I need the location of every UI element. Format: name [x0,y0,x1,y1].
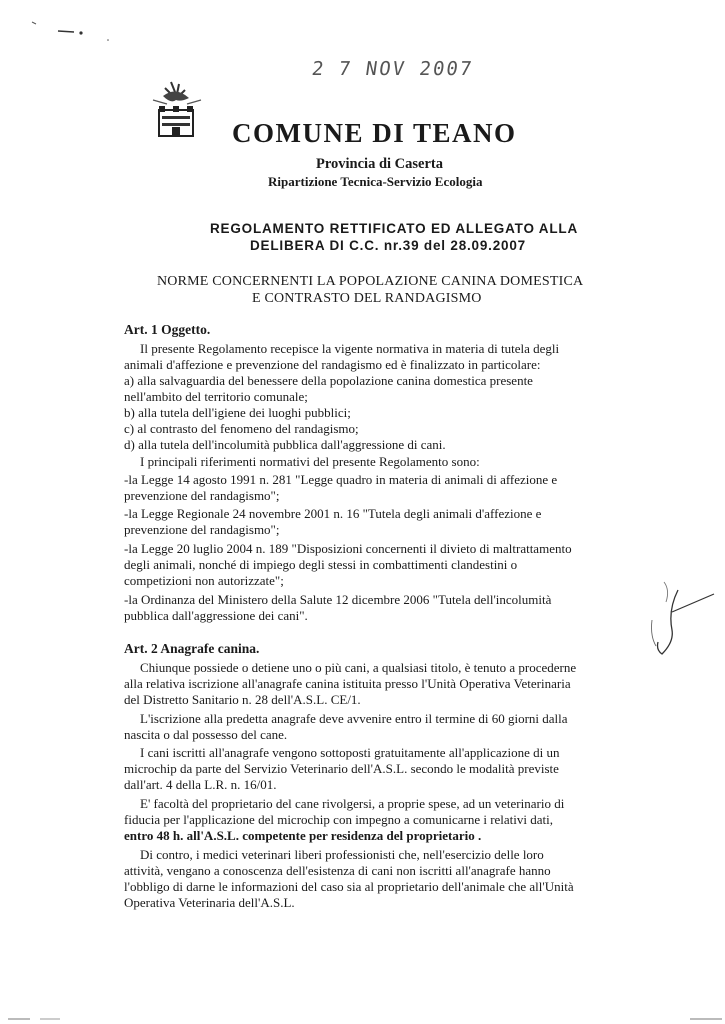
article-1-line: animali d'affezione e prevenzione del randagismo ed è finalizzato in particolare: [124,357,541,372]
article-1-line: d) alla tutela dell'incolumità pubblica dall'aggressione di cani. [124,437,446,452]
article-2-line: L'iscrizione alla predetta anagrafe deve avvenire entro il termine di 60 giorni dalla [140,711,568,726]
article-1-line: Il presente Regolamento recepisce la vigente normativa in materia di tutela degli [140,341,560,356]
article-1-line: degli animali, nonché di impiego degli stessi in combattimenti clandestini o [124,557,518,572]
province-subtitle: Provincia di Caserta [316,156,443,172]
article-1-line: b) alla tutela dell'igiene dei luoghi pubblici; [124,405,351,420]
article-1-line: -la Legge 20 luglio 2004 n. 189 "Disposizioni concernenti il divieto di maltrattamento [124,541,572,556]
regulation-line-2: DELIBERA DI C.C. nr.39 del 28.09.2007 [250,238,526,253]
scan-bottom-marks [0,1010,725,1024]
regulation-line-1: REGOLAMENTO RETTIFICATO ED ALLEGATO ALLA [210,221,578,236]
handwritten-margin-mark [648,580,718,670]
article-1-line: prevenzione del randagismo"; [124,488,280,503]
article-1-line: competizioni non autorizzate"; [124,573,284,588]
article-1-heading: Art. 1 Oggetto. [124,322,211,337]
article-1-line: a) alla salvaguardia del benessere della popolazione canina domestica presente [124,373,533,388]
article-1-line: I principali riferimenti normativi del presente Regolamento sono: [140,454,480,469]
article-2-line: alla relativa iscrizione all'anagrafe canina istituita presso l'Unità Operativa Veterinaria [124,676,571,691]
article-2-line: nascita o dal possesso del cane. [124,727,288,742]
article-2-line: Operativa Veterinaria dell'A.S.L. [124,895,295,910]
article-2-line: E' facoltà del proprietario del cane rivolgersi, a proprie spese, ad un veterinario di [140,796,565,811]
article-2-line: fiducia per l'applicazione del microchip con impegno a comunicarne i relativi dati, [124,812,554,827]
article-1-line: prevenzione del randagismo"; [124,522,280,537]
article-1-line: -la Legge Regionale 24 novembre 2001 n. 16 "Tutela degli animali d'affezione e [124,506,542,521]
article-2-line: microchip da parte del Servizio Veterinario dell'A.S.L. secondo le modalità previste [124,761,559,776]
article-1-line: -la Legge 14 agosto 1991 n. 281 "Legge quadro in materia di animali di affezione e [124,472,558,487]
municipal-crest-icon [145,78,207,140]
scan-corner-mark [28,18,128,48]
document-heading-line-2: E CONTRASTO DEL RANDAGISMO [252,291,482,306]
municipality-title: COMUNE DI TEANO [232,118,517,148]
article-2-line: attività, vengano a conoscenza dell'esistenza di cani non iscritti all'anagrafe hanno [124,863,551,878]
article-1-line: -la Ordinanza del Ministero della Salute 12 dicembre 2006 "Tutela dell'incolumità [124,592,552,607]
article-2-line: I cani iscritti all'anagrafe vengono sottoposti gratuitamente all'applicazione di un [140,745,560,760]
article-2-heading: Art. 2 Anagrafe canina. [124,641,260,656]
article-1-line: c) al contrasto del fenomeno del randagismo; [124,421,359,436]
document-heading-line-1: NORME CONCERNENTI LA POPOLAZIONE CANINA DOMESTICA [157,274,584,289]
department-subtitle: Ripartizione Tecnica-Servizio Ecologia [268,174,483,189]
article-1-line: pubblica dall'aggressione dei cani". [124,608,308,623]
article-2-line: Chiunque possiede o detiene uno o più cani, a qualsiasi titolo, è tenuto a procederne [140,660,577,675]
article-2-line: l'obbligo di darne le informazioni del caso sia al proprietario dell'animale che all'Unità [124,879,574,894]
article-2-line: entro 48 h. all'A.S.L. competente per residenza del proprietario . [124,828,482,843]
article-2-line: del Distretto Sanitario n. 28 dell'A.S.L. CE/1. [124,692,361,707]
received-date-stamp: 2 7 NOV 2007 [310,58,475,80]
article-2-line: dall'art. 4 della L.R. n. 16/01. [124,777,277,792]
article-1-line: nell'ambito del territorio comunale; [124,389,308,404]
article-2-line: Di contro, i medici veterinari liberi professionisti che, nell'esercizio delle loro [140,847,544,862]
